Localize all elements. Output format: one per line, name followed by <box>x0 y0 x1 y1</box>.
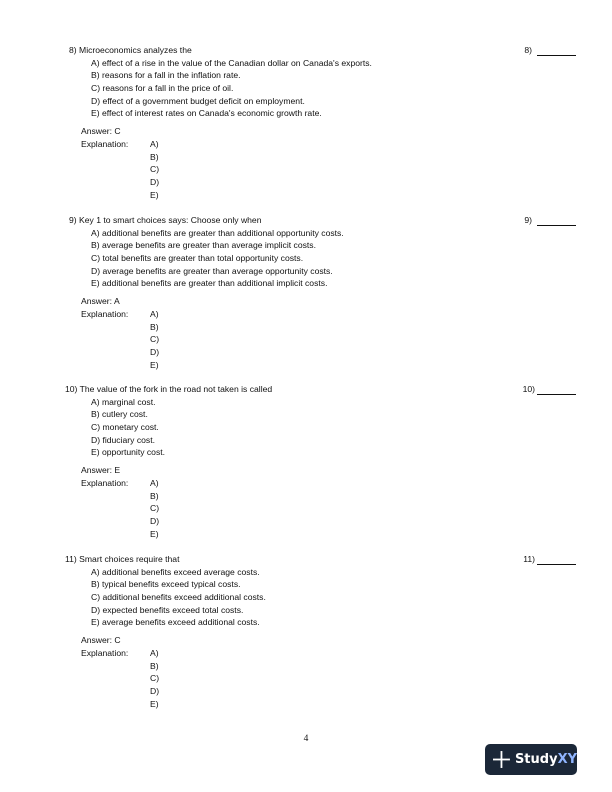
option: D) expected benefits exceed total costs. <box>91 604 244 615</box>
explanation-option: A) <box>150 478 159 488</box>
explanation-options <box>150 138 159 201</box>
option: D) average benefits are greater than average opportunity costs. <box>91 265 333 276</box>
answer-text: Answer: C <box>81 126 121 136</box>
options-list <box>91 227 344 290</box>
brand-accent: XY <box>557 752 577 767</box>
option: B) cutlery cost. <box>91 409 148 420</box>
option: E) opportunity cost. <box>91 447 166 458</box>
explanation-label: Explanation: <box>81 648 129 658</box>
answer-number-label: 9) <box>524 215 532 225</box>
option: D) fiduciary cost. <box>91 434 155 445</box>
answer-blank-line[interactable] <box>537 564 576 565</box>
explanation-option: C) <box>150 334 160 345</box>
option: B) average benefits are greater than average implicit costs. <box>91 240 316 251</box>
explanation-option: B) <box>150 490 159 501</box>
studyxy-badge[interactable] <box>485 744 577 775</box>
option: C) total benefits are greater than total opportunity costs. <box>91 253 304 264</box>
brand-main: Study <box>514 752 558 767</box>
explanation-option: C) <box>150 673 160 684</box>
explanation-option: E) <box>150 528 159 539</box>
option: E) effect of interest rates on Canada's economic growth rate. <box>91 108 322 119</box>
question-stem: 11) Smart choices require that <box>65 554 180 564</box>
option: A) additional benefits exceed average costs. <box>91 566 260 577</box>
explanation-option: A) <box>150 309 159 319</box>
page-number: 4 <box>303 734 309 744</box>
option: A) effect of a rise in the value of the Canadian dollar on Canada's exports. <box>91 57 372 68</box>
explanation-option: D) <box>150 347 160 358</box>
explanation-option: A) <box>150 648 159 658</box>
brand-logo <box>515 752 577 767</box>
explanation-options <box>150 647 159 710</box>
explanation-option: A) <box>150 139 159 149</box>
explanation-options <box>150 477 159 540</box>
explanation-option: C) <box>150 503 160 514</box>
options-list <box>91 57 372 120</box>
explanation-option: B) <box>150 660 159 671</box>
question-stem: 10) The value of the fork in the road not taken is called <box>65 384 273 394</box>
answer-text: Answer: A <box>81 296 120 306</box>
answer-text: Answer: C <box>81 635 121 645</box>
explanation-label: Explanation: <box>81 139 129 149</box>
answer-blank-line[interactable] <box>537 394 576 395</box>
explanation-option: B) <box>150 151 159 162</box>
answer-blank-line[interactable] <box>537 225 576 226</box>
explanation-option: D) <box>150 177 160 188</box>
option: A) marginal cost. <box>91 396 156 407</box>
option: D) effect of a government budget deficit on employment. <box>91 95 305 106</box>
option: C) monetary cost. <box>91 422 159 433</box>
plus-icon <box>493 751 510 768</box>
option: E) average benefits exceed additional costs. <box>91 617 260 628</box>
option: A) additional benefits are greater than additional opportunity costs. <box>91 227 344 238</box>
answer-number-label: 8) <box>524 45 532 55</box>
options-list <box>91 566 266 629</box>
explanation-option: C) <box>150 164 160 175</box>
answer-number-label: 11) <box>523 554 535 564</box>
question-stem: 8) Microeconomics analyzes the <box>69 45 192 55</box>
option: C) additional benefits exceed additional costs. <box>91 592 266 603</box>
option: C) reasons for a fall in the price of oil. <box>91 83 234 94</box>
option: B) reasons for a fall in the inflation rate. <box>91 70 241 81</box>
answer-blank-line[interactable] <box>537 55 576 56</box>
answer-number-label: 10) <box>522 384 535 394</box>
answer-text: Answer: E <box>81 465 121 475</box>
option: E) additional benefits are greater than additional implicit costs. <box>91 278 328 289</box>
question-stem: 9) Key 1 to smart choices says: Choose only when <box>69 215 262 225</box>
option: B) typical benefits exceed typical costs. <box>91 579 241 590</box>
options-list <box>91 396 165 459</box>
explanation-label: Explanation: <box>81 309 129 319</box>
explanation-option: E) <box>150 698 159 709</box>
explanation-option: D) <box>150 686 160 697</box>
explanation-label: Explanation: <box>81 478 129 488</box>
explanation-options <box>150 308 159 371</box>
explanation-option: E) <box>150 189 159 200</box>
explanation-option: B) <box>150 321 159 332</box>
explanation-option: D) <box>150 516 160 527</box>
explanation-option: E) <box>150 359 159 370</box>
